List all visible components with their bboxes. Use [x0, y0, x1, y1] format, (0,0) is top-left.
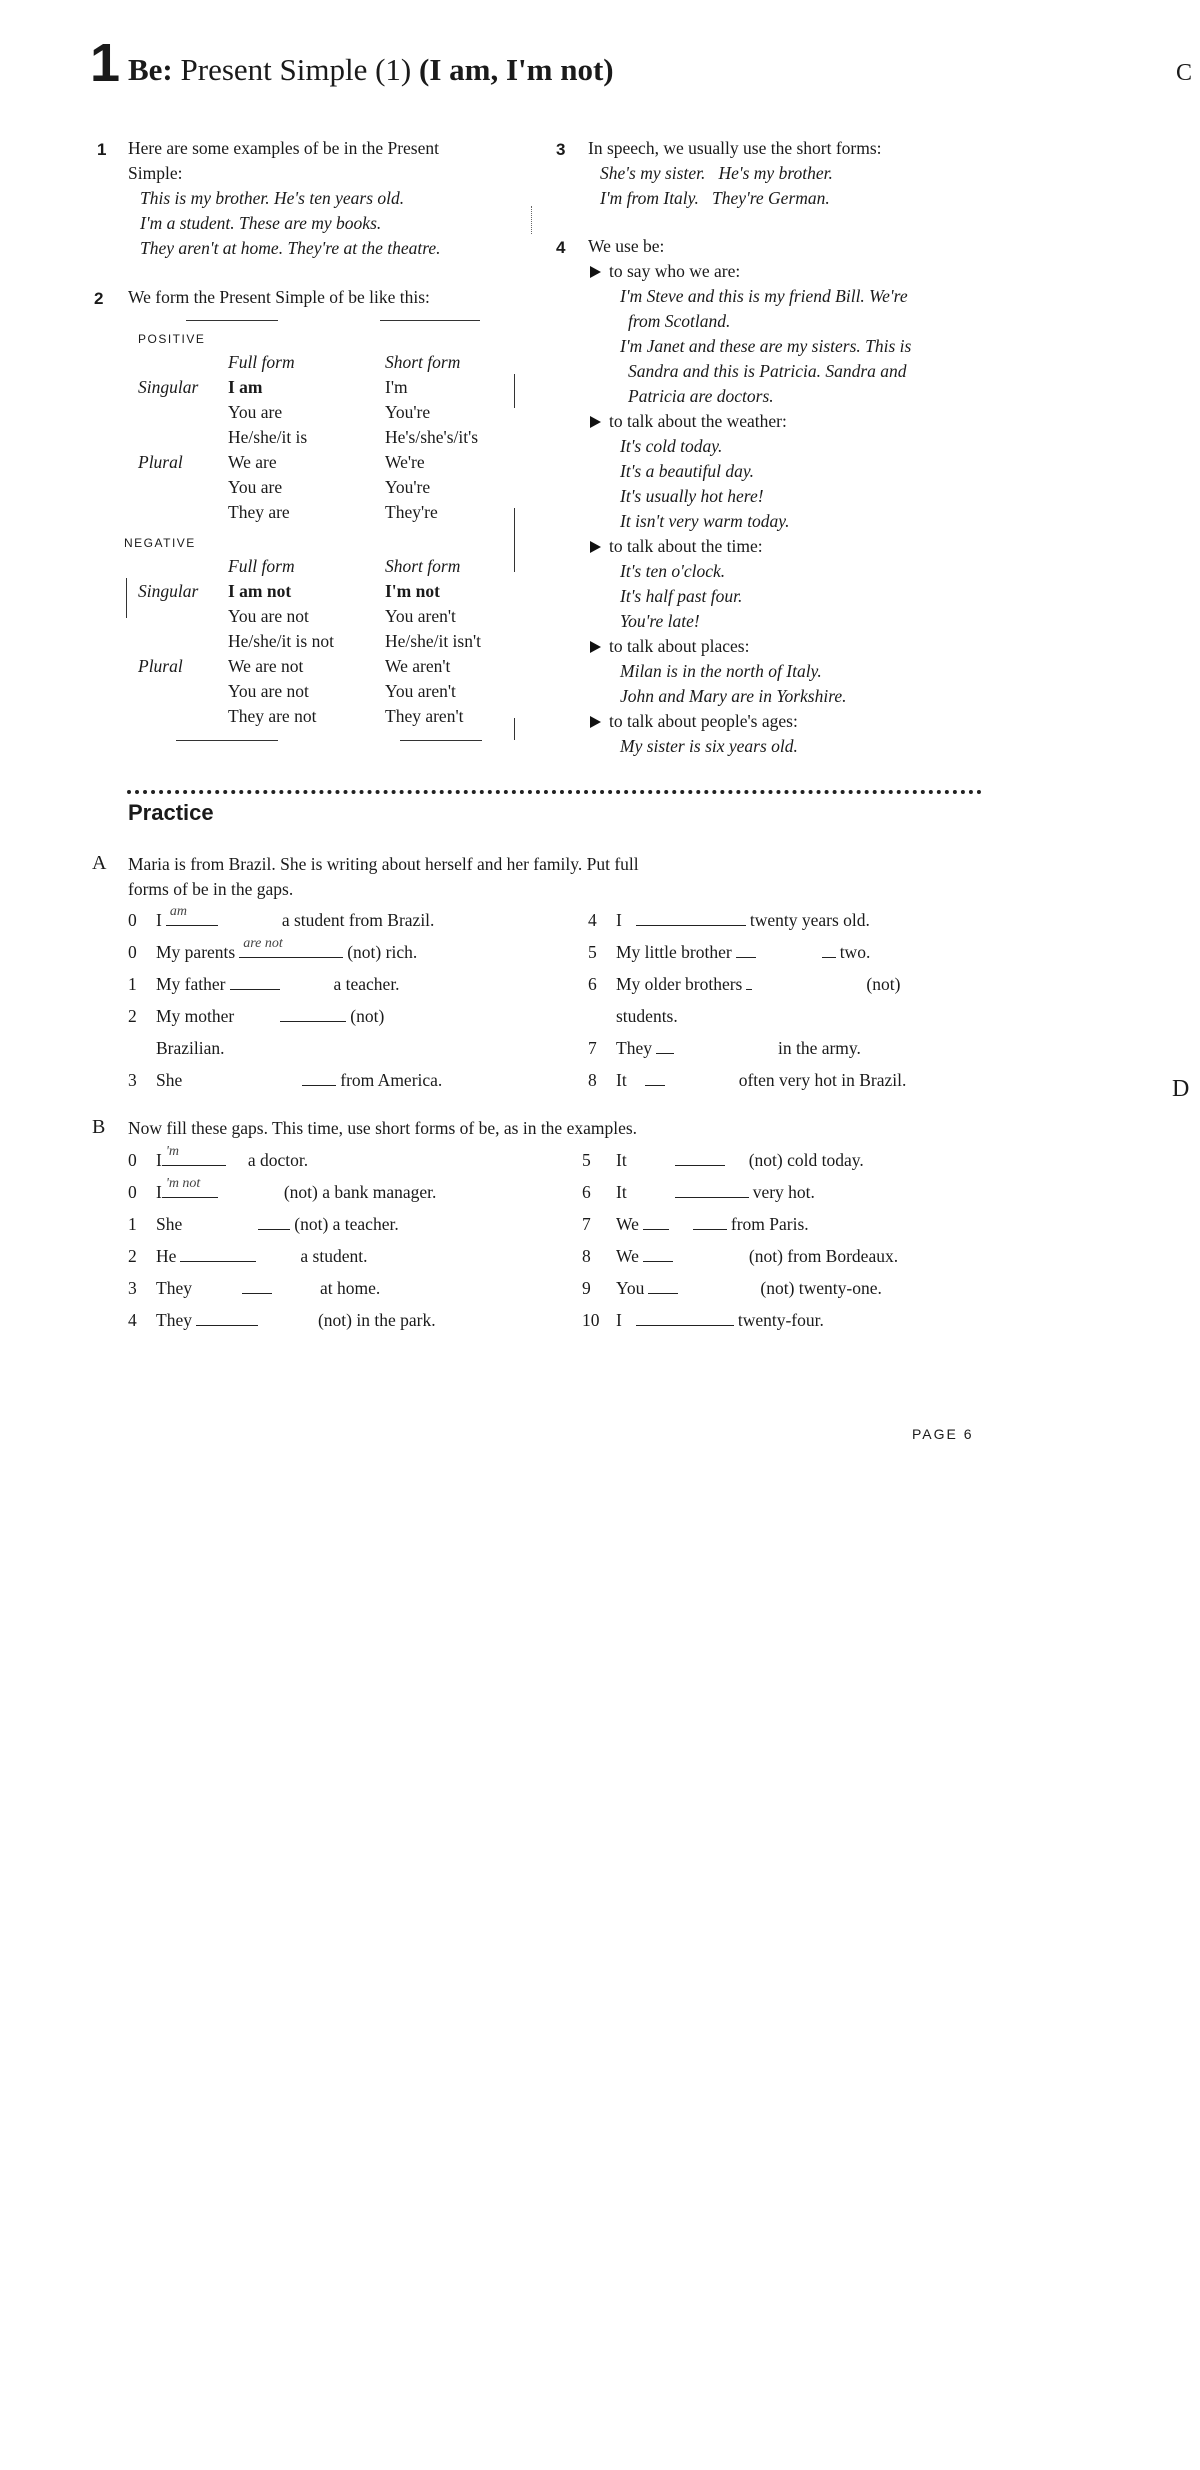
item-prefix: My little brother — [616, 942, 732, 962]
item-prefix: My older brothers — [616, 974, 743, 994]
short-form: You aren't — [385, 681, 456, 701]
item-suffix: very hot. — [752, 1182, 815, 1202]
item-prefix: You — [616, 1278, 645, 1298]
full-form: They are not — [228, 706, 317, 726]
item-suffix: (not) in the park. — [317, 1310, 436, 1330]
section-4-intro: We use be: — [588, 236, 665, 256]
bullet-label: to talk about people's ages: — [609, 711, 798, 731]
full-form: We are not — [228, 656, 304, 676]
section-3-example: She's my sister. He's my brother. — [600, 163, 833, 183]
section-1-example: This is my brother. He's ten years old. — [140, 188, 405, 208]
answer-gap[interactable] — [230, 973, 280, 990]
item-number: 4 — [128, 1310, 137, 1330]
unit-number: 1 — [90, 33, 121, 93]
item-suffix: twenty-four. — [737, 1310, 824, 1330]
bullet-example: I'm Steve and this is my friend Bill. We're — [620, 286, 908, 306]
item-number: 3 — [128, 1070, 137, 1090]
item-number: 6 — [582, 1182, 591, 1202]
unit-title — [128, 54, 614, 85]
answer-gap[interactable] — [636, 1309, 734, 1326]
item-suffix: in the army. — [777, 1038, 861, 1058]
item-number: 0 — [128, 942, 137, 962]
item-number: 8 — [582, 1246, 591, 1266]
item-suffix: a teacher. — [333, 974, 400, 994]
answer-gap[interactable] — [643, 1245, 673, 1262]
answer-gap[interactable] — [302, 1069, 336, 1086]
answer-gap[interactable] — [166, 904, 218, 926]
item-suffix: from America. — [340, 1070, 443, 1090]
exercise-item — [128, 1176, 437, 1205]
bullet-example: Milan is in the north of Italy. — [620, 661, 822, 681]
exercise-item — [588, 1036, 861, 1061]
exercise-item — [588, 908, 870, 933]
title-forms: (I am, I'm not) — [419, 52, 614, 87]
exercise-item — [128, 1308, 436, 1333]
bullet-who — [590, 259, 1000, 409]
full-form: I am — [228, 377, 263, 397]
item-suffix: a doctor. — [247, 1150, 309, 1170]
item-prefix: It — [616, 1182, 627, 1202]
bullet-example: Sandra and this is Patricia. Sandra and — [628, 361, 907, 381]
item-prefix: We — [616, 1214, 639, 1234]
full-form: You are not — [228, 606, 309, 626]
item-prefix: I — [616, 910, 622, 930]
item-prefix: They — [156, 1310, 192, 1330]
item-suffix: (not) rich. — [347, 942, 418, 962]
short-form: He's/she's/it's — [385, 427, 479, 447]
singular-label: Singular — [138, 377, 199, 397]
positive-label: POSITIVE — [138, 332, 206, 346]
exercise-item — [128, 1036, 225, 1061]
table-rule — [380, 320, 480, 321]
short-form: They're — [385, 502, 438, 522]
item-number: 0 — [128, 910, 137, 930]
item-number: 1 — [128, 974, 137, 994]
plural-label: Plural — [138, 656, 183, 676]
bullet-example: You're late! — [620, 611, 700, 631]
positive-table — [138, 350, 538, 525]
answer-gap[interactable] — [675, 1181, 749, 1198]
short-form-header: Short form — [385, 352, 461, 372]
exercise-b-instructions: Now fill these gaps. This time, use short forms of be, as in the examples. — [128, 1118, 638, 1138]
answer-gap[interactable] — [822, 941, 836, 958]
bullet-label: to say who we are: — [609, 261, 741, 281]
full-form-header: Full form — [228, 556, 295, 576]
item-number: 3 — [128, 1278, 137, 1298]
answer-text: are not — [243, 936, 283, 951]
item-number: 9 — [582, 1278, 591, 1298]
bullet-example: It's cold today. — [620, 436, 723, 456]
page-number: PAGE 6 — [912, 1426, 974, 1442]
section-1-example: I'm a student. These are my books. — [140, 213, 382, 233]
section-1 — [128, 136, 528, 261]
short-form-header: Short form — [385, 556, 461, 576]
item-number: 0 — [128, 1150, 137, 1170]
item-prefix: I — [616, 1310, 622, 1330]
full-form: They are — [228, 502, 290, 522]
answer-gap[interactable] — [675, 1149, 725, 1166]
answer-gap[interactable] — [162, 1176, 218, 1198]
bullet-example: It's ten o'clock. — [620, 561, 726, 581]
short-form: You're — [385, 402, 431, 422]
item-suffix: two. — [839, 942, 871, 962]
bullet-example: It's usually hot here! — [620, 486, 764, 506]
dotted-divider — [127, 790, 982, 794]
short-form: We aren't — [385, 656, 451, 676]
item-number: 5 — [588, 942, 597, 962]
section-1-intro-line1: Here are some examples of be in the Present — [128, 138, 439, 158]
item-prefix: We — [616, 1246, 639, 1266]
answer-gap[interactable] — [258, 1213, 290, 1230]
short-form: We're — [385, 452, 425, 472]
exercise-b-letter: B — [92, 1116, 106, 1138]
exercise-item — [588, 1004, 678, 1029]
title-be: Be: — [128, 52, 173, 87]
bullet-example: It's half past four. — [620, 586, 743, 606]
exercise-item — [128, 972, 400, 997]
section-1-example: They aren't at home. They're at the theatre. — [140, 238, 441, 258]
answer-gap[interactable] — [242, 1277, 272, 1294]
bullet-example: from Scotland. — [628, 311, 731, 331]
item-prefix: She — [156, 1070, 183, 1090]
item-prefix: He — [156, 1246, 177, 1266]
item-suffix: (not) — [350, 1006, 385, 1026]
table-rule — [514, 374, 515, 408]
answer-gap[interactable] — [180, 1245, 256, 1262]
section-4-number: 4 — [556, 238, 566, 257]
singular-label: Singular — [138, 581, 199, 601]
exercise-a-letter: A — [92, 852, 107, 874]
item-number: 7 — [582, 1214, 591, 1234]
item-prefix: I — [156, 1150, 162, 1170]
item-suffix: (not) a teacher. — [294, 1214, 399, 1234]
answer-text: 'm — [165, 1144, 179, 1159]
item-number: 4 — [588, 910, 597, 930]
table-rule — [126, 578, 127, 618]
item-prefix: My mother — [156, 1006, 235, 1026]
corner-letter-c: C — [1176, 60, 1193, 86]
title-main: Present Simple (1) — [180, 52, 412, 87]
item-prefix: She — [156, 1214, 183, 1234]
bullet-example: It isn't very warm today. — [620, 511, 790, 531]
table-rule — [186, 320, 278, 321]
exercise-item — [588, 972, 900, 997]
exercise-a-instr-line1: Maria is from Brazil. She is writing about herself and her family. Put full — [128, 854, 639, 874]
item-prefix: They — [156, 1278, 192, 1298]
answer-gap[interactable] — [239, 936, 343, 958]
exercise-item — [588, 940, 870, 965]
section-3-number: 3 — [556, 140, 566, 159]
exercise-item — [128, 904, 435, 933]
item-prefix: I — [156, 1182, 162, 1202]
answer-text: am — [169, 904, 187, 919]
answer-gap[interactable] — [656, 1037, 674, 1054]
short-form: I'm not — [385, 581, 440, 601]
item-suffix: a student from Brazil. — [281, 910, 435, 930]
arrow-icon — [590, 416, 601, 428]
short-form: They aren't — [385, 706, 464, 726]
item-prefix: It — [616, 1070, 627, 1090]
arrow-icon — [590, 541, 601, 553]
answer-gap[interactable] — [746, 973, 752, 990]
exercise-item — [582, 1308, 824, 1333]
exercise-item — [588, 1068, 906, 1093]
item-number: 5 — [582, 1150, 591, 1170]
margin-mark — [531, 206, 533, 234]
section-3 — [588, 136, 1008, 211]
item-number: 2 — [128, 1006, 137, 1026]
item-prefix: It — [616, 1150, 627, 1170]
section-1-intro-line2: Simple: — [128, 163, 183, 183]
item-prefix: students. — [616, 1006, 678, 1026]
bullet-example: I'm Janet and these are my sisters. This is — [620, 336, 912, 356]
exercise-item — [582, 1276, 882, 1301]
bullet-example: It's a beautiful day. — [620, 461, 755, 481]
bullet-example: Patricia are doctors. — [628, 386, 774, 406]
full-form: He/she/it is — [228, 427, 308, 447]
exercise-item — [128, 1244, 367, 1269]
item-suffix: (not) a bank manager. — [283, 1182, 437, 1202]
answer-gap[interactable] — [196, 1309, 258, 1326]
exercise-item — [128, 1004, 384, 1029]
exercise-item — [582, 1180, 815, 1205]
item-suffix: at home. — [319, 1278, 381, 1298]
section-1-number: 1 — [97, 140, 107, 159]
bullet-example: John and Mary are in Yorkshire. — [620, 686, 847, 706]
answer-gap[interactable] — [648, 1277, 678, 1294]
item-prefix: They — [616, 1038, 652, 1058]
item-suffix: a student. — [300, 1246, 368, 1266]
item-prefix: Brazilian. — [156, 1038, 225, 1058]
short-form: You aren't — [385, 606, 456, 626]
item-suffix: (not) twenty-one. — [760, 1278, 882, 1298]
item-number: 2 — [128, 1246, 137, 1266]
bullet-time — [590, 534, 1000, 634]
answer-gap[interactable] — [280, 1005, 346, 1022]
exercise-item — [582, 1148, 864, 1173]
section-3-intro: In speech, we usually use the short forms: — [588, 138, 882, 158]
item-suffix: twenty years old. — [749, 910, 870, 930]
section-3-example: I'm from Italy. They're German. — [600, 188, 830, 208]
table-rule — [176, 740, 278, 741]
bullet-label: to talk about the time: — [609, 536, 763, 556]
exercise-a-instr-line2: forms of be in the gaps. — [128, 879, 294, 899]
exercise-item — [128, 936, 418, 965]
item-suffix: (not) from Bordeaux. — [748, 1246, 899, 1266]
answer-text: 'm not — [165, 1176, 201, 1191]
bullet-label: to talk about the weather: — [609, 411, 787, 431]
answer-gap[interactable] — [636, 909, 746, 926]
item-prefix: I — [156, 910, 162, 930]
short-form: He/she/it isn't — [385, 631, 481, 651]
full-form: He/she/it is not — [228, 631, 334, 651]
bullet-example: My sister is six years old. — [620, 736, 798, 756]
section-4-bullets — [590, 259, 1000, 759]
plural-label: Plural — [138, 452, 183, 472]
exercise-item — [128, 1144, 309, 1173]
item-suffix: (not) cold today. — [748, 1150, 864, 1170]
answer-gap[interactable] — [162, 1144, 226, 1166]
item-prefix: My father — [156, 974, 226, 994]
item-suffix: often very hot in Brazil. — [738, 1070, 907, 1090]
arrow-icon — [590, 716, 601, 728]
section-2-number: 2 — [94, 289, 104, 308]
corner-letter-d: D — [1172, 1076, 1190, 1102]
item-number: 8 — [588, 1070, 597, 1090]
bullet-places — [590, 634, 1000, 709]
answer-gap[interactable] — [693, 1213, 727, 1230]
table-rule — [400, 740, 482, 741]
full-form: We are — [228, 452, 277, 472]
arrow-icon — [590, 641, 601, 653]
answer-gap[interactable] — [643, 1213, 669, 1230]
section-2-intro: We form the Present Simple of be like this: — [128, 287, 430, 307]
full-form: You are — [228, 477, 283, 497]
full-form: I am not — [228, 581, 292, 601]
item-number: 6 — [588, 974, 597, 994]
item-prefix: My parents — [156, 942, 236, 962]
item-suffix: (not) — [866, 974, 901, 994]
item-number: 7 — [588, 1038, 597, 1058]
answer-gap[interactable] — [645, 1069, 665, 1086]
bullet-label: to talk about places: — [609, 636, 750, 656]
exercise-item — [128, 1212, 399, 1237]
exercise-a-instructions — [128, 852, 639, 902]
full-form: You are not — [228, 681, 309, 701]
exercise-item — [582, 1244, 898, 1269]
short-form: You're — [385, 477, 431, 497]
answer-gap[interactable] — [736, 941, 756, 958]
bullet-weather — [590, 409, 1000, 534]
exercise-item — [128, 1276, 380, 1301]
table-rule — [514, 718, 515, 740]
short-form: I'm — [385, 377, 408, 397]
negative-label: NEGATIVE — [124, 536, 196, 550]
item-suffix: from Paris. — [730, 1214, 809, 1234]
exercise-item — [582, 1212, 809, 1237]
item-number: 0 — [128, 1182, 137, 1202]
item-number: 10 — [582, 1310, 600, 1330]
item-number: 1 — [128, 1214, 137, 1234]
full-form-header: Full form — [228, 352, 295, 372]
negative-table — [138, 554, 538, 729]
exercise-item — [128, 1068, 442, 1093]
bullet-ages — [590, 709, 1000, 759]
practice-title: Practice — [128, 800, 214, 825]
arrow-icon — [590, 266, 601, 278]
full-form: You are — [228, 402, 283, 422]
